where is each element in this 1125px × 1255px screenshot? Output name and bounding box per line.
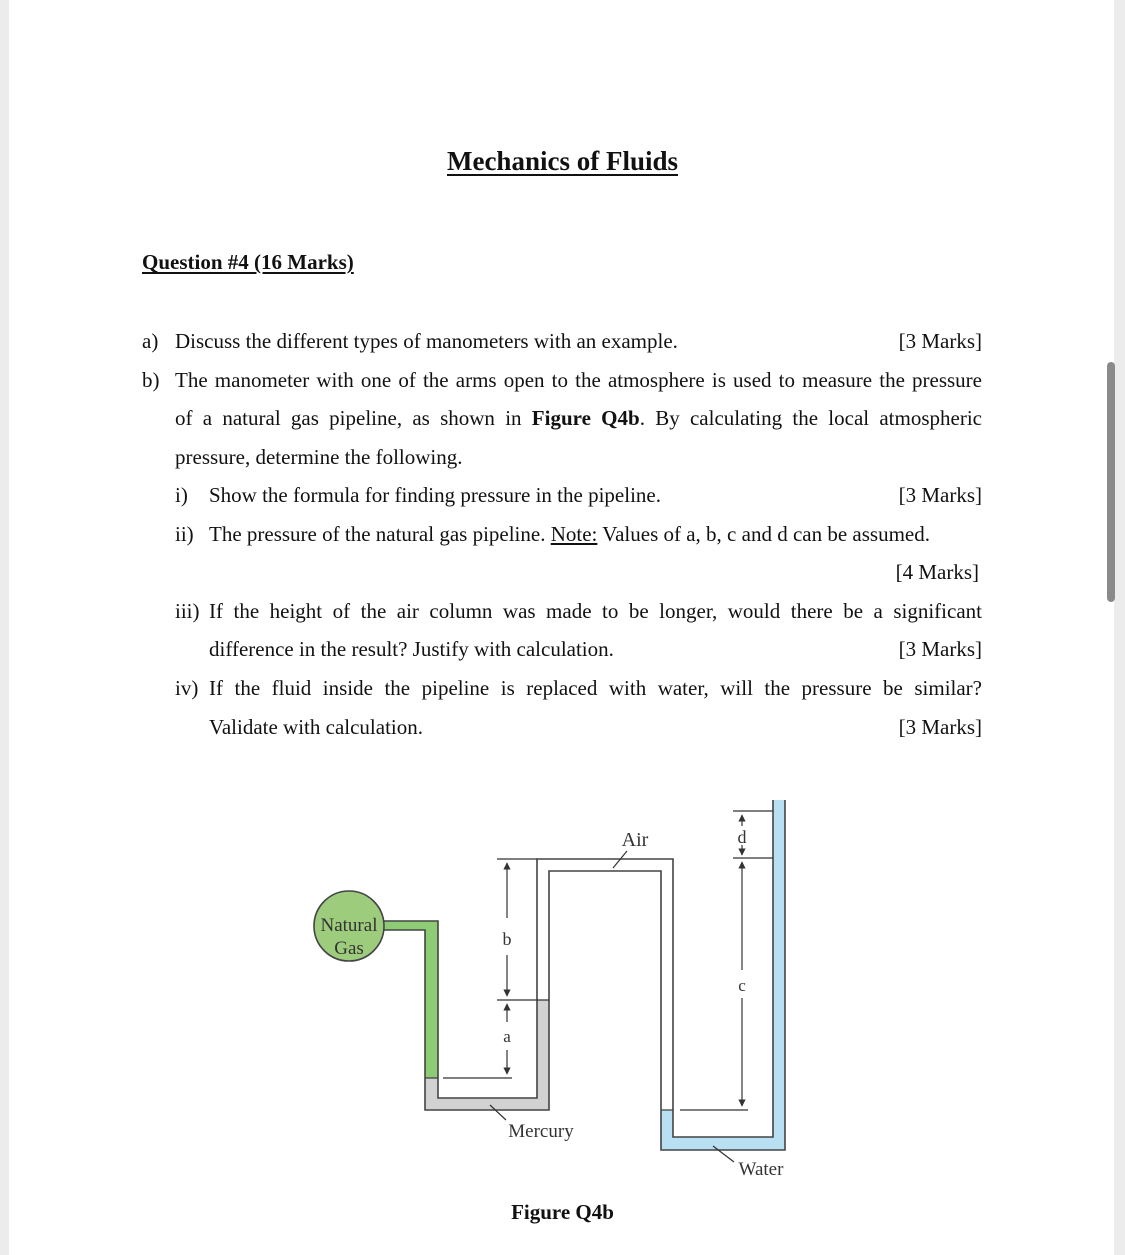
label-a: a xyxy=(503,1027,511,1046)
item-a-marks: [3 Marks] xyxy=(898,329,982,353)
label-c: c xyxy=(738,976,746,995)
item-i-text: Show the formula for finding pressure in the pipeline. xyxy=(209,483,661,507)
item-a-text: Discuss the different types of manometers with an example. xyxy=(175,329,678,353)
gas-fluid-fill xyxy=(382,921,438,1078)
item-iii-line2: difference in the result? Justify with calculation. xyxy=(209,637,614,661)
item-a-label: a) xyxy=(142,329,159,353)
item-iv-marks: [3 Marks] xyxy=(898,715,982,739)
item-b-line2-post: . By calculating the local atmospheric xyxy=(639,406,982,430)
label-d: d xyxy=(737,827,747,847)
item-ii-label: ii) xyxy=(175,522,194,546)
item-ii-text-pre: The pressure of the natural gas pipeline. xyxy=(209,522,546,546)
label-water: Water xyxy=(738,1159,784,1180)
item-iii-marks: [3 Marks] xyxy=(898,637,982,661)
figure-reference: Figure Q4b xyxy=(531,406,640,430)
item-iv-line2: Validate with calculation. xyxy=(209,715,424,739)
item-b-line3: pressure, determine the following. xyxy=(175,445,463,469)
label-mercury: Mercury xyxy=(508,1121,574,1142)
figure-caption: Figure Q4b xyxy=(511,1200,614,1224)
item-iii-line1: If the height of the air column was made to be longer, would there be a significant xyxy=(209,599,982,623)
label-b: b xyxy=(502,929,512,949)
note-label: Note: xyxy=(550,522,598,546)
item-iv-label: iv) xyxy=(175,676,199,700)
item-b-line2-pre: of a natural gas pipeline, as shown in xyxy=(175,406,522,430)
label-gas: Gas xyxy=(334,938,364,959)
item-iii-label: iii) xyxy=(175,599,200,623)
item-ii-text-post: Values of a, b, c and d can be assumed. xyxy=(602,522,930,546)
item-i-label: i) xyxy=(175,483,188,507)
question-heading: Question #4 (16 Marks) xyxy=(142,250,354,274)
item-b-line1: The manometer with one of the arms open to the atmosphere is used to measure the pressure xyxy=(175,368,982,392)
label-air: Air xyxy=(621,829,649,851)
item-iv-line1: If the fluid inside the pipeline is replaced with water, will the pressure be similar? xyxy=(209,676,982,700)
water-fill xyxy=(661,800,785,1150)
item-b-label: b) xyxy=(142,368,160,392)
item-i-marks: [3 Marks] xyxy=(898,483,982,507)
label-natural: Natural xyxy=(320,915,378,936)
document-title: Mechanics of Fluids xyxy=(446,146,678,176)
mercury-fill xyxy=(425,1000,549,1110)
item-ii-marks: [4 Marks] xyxy=(895,560,979,584)
manometer-tube-outer xyxy=(382,800,773,1137)
